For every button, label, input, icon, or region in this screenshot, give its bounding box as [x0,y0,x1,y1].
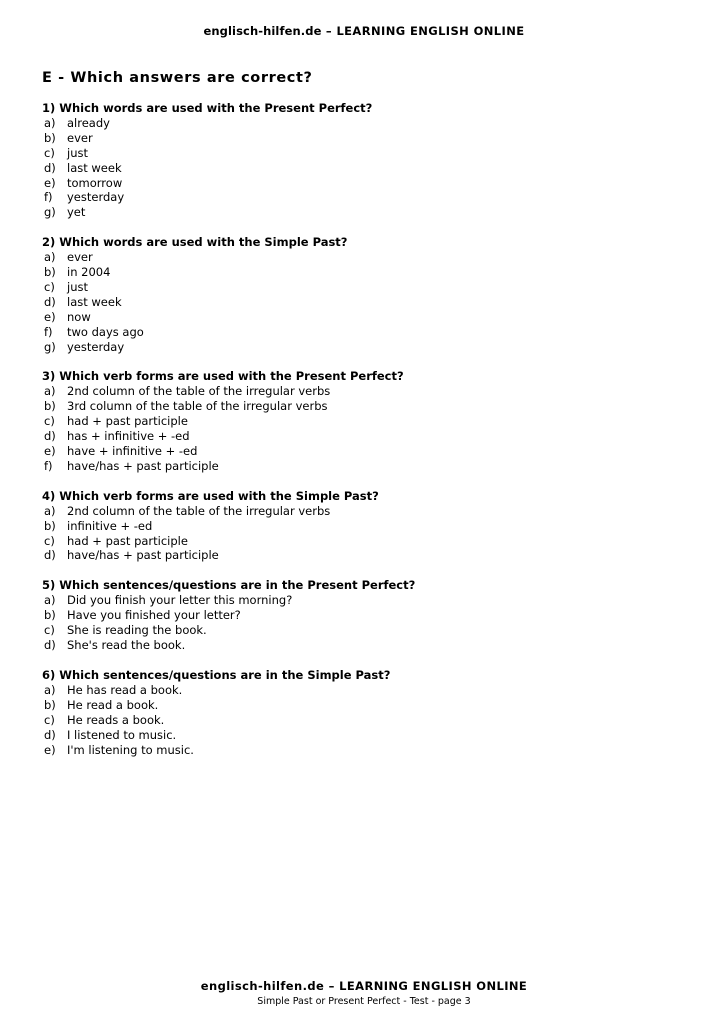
option-text: Did you finish your letter this morning? [67,593,293,608]
question-text: 4) Which verb forms are used with the Simple Past? [42,488,379,503]
header-tagline: LEARNING ENGLISH ONLINE [336,24,525,38]
answer-option[interactable] [42,116,682,131]
answer-option[interactable] [42,698,682,713]
option-text: yesterday [67,190,125,205]
option-label: d) [44,429,56,444]
header-dash: – [321,24,337,38]
answer-option[interactable] [42,683,682,698]
answer-option[interactable] [42,593,682,608]
option-text: in 2004 [67,265,111,280]
option-label: b) [44,518,56,533]
question-block-4 [42,489,682,564]
option-text: just [67,145,88,160]
answer-option[interactable] [42,146,682,161]
option-label: g) [44,205,56,220]
answer-option[interactable] [42,384,682,399]
answer-option[interactable] [42,743,682,758]
option-text: I'm listening to music. [67,742,194,757]
option-label: b) [44,130,56,145]
option-label: d) [44,294,56,309]
option-label: c) [44,533,55,548]
question-text: 3) Which verb forms are used with the Present Perfect? [42,369,404,384]
option-label: e) [44,742,56,757]
option-text: yet [67,205,86,220]
option-text: have/has + past participle [67,548,219,563]
answer-option[interactable] [42,295,682,310]
question-block-2 [42,235,682,354]
option-text: 3rd column of the table of the irregular verbs [67,399,328,414]
option-text: had + past participle [67,414,188,429]
question-block-6 [42,668,682,757]
option-label: a) [44,384,56,399]
option-label: f) [44,324,53,339]
option-text: 2nd column of the table of the irregular verbs [67,503,331,518]
answer-option[interactable] [42,340,682,355]
option-label: c) [44,414,55,429]
option-label: a) [44,682,56,697]
option-label: e) [44,175,56,190]
answer-option[interactable] [42,728,682,743]
footer-site: englisch-hilfen.de [200,979,325,993]
option-label: b) [44,265,56,280]
option-text: have/has + past participle [67,458,219,473]
option-text: now [67,309,91,324]
option-label: f) [44,458,53,473]
answer-option[interactable] [42,459,682,474]
answer-option[interactable] [42,713,682,728]
option-label: g) [44,339,56,354]
option-label: c) [44,280,55,295]
option-text: already [67,116,110,130]
question-text: 1) Which words are used with the Present Perfect? [42,101,373,115]
answer-option[interactable] [42,608,682,623]
answer-option[interactable] [42,638,682,653]
option-text: She's read the book. [67,638,186,653]
answer-option[interactable] [42,504,682,519]
option-text: yesterday [67,339,125,354]
option-text: Have you finished your letter? [67,608,241,623]
answer-option[interactable] [42,325,682,340]
page-footer [0,978,728,1008]
footer-tagline: LEARNING ENGLISH ONLINE [339,979,528,993]
option-label: d) [44,160,56,175]
option-text: last week [67,294,122,309]
option-label: c) [44,712,55,727]
footer-dash: – [324,979,340,993]
option-text: tomorrow [67,175,123,190]
answer-option[interactable] [42,176,682,191]
option-label: a) [44,250,56,265]
option-label: a) [44,116,56,130]
answer-option[interactable] [42,310,682,325]
answer-option[interactable] [42,250,682,265]
option-text: have + infinitive + -ed [67,444,198,459]
option-label: b) [44,608,56,623]
option-text: had + past participle [67,533,188,548]
answer-option[interactable] [42,429,682,444]
answer-option[interactable] [42,519,682,534]
option-text: He read a book. [67,697,159,712]
option-label: c) [44,145,55,160]
option-label: d) [44,638,56,653]
option-text: has + infinitive + -ed [67,429,190,444]
answer-option[interactable] [42,131,682,146]
answer-option[interactable] [42,205,682,220]
option-label: a) [44,503,56,518]
answer-option[interactable] [42,623,682,638]
option-text: He has read a book. [67,682,183,697]
option-label: c) [44,623,55,638]
answer-option[interactable] [42,548,682,563]
option-label: b) [44,399,56,414]
option-label: b) [44,697,56,712]
section-title: E - Which answers are correct? [42,70,313,86]
option-text: ever [67,130,93,145]
question-text: 5) Which sentences/questions are in the Present Perfect? [42,578,416,593]
option-label: d) [44,727,56,742]
question-list [42,101,682,772]
option-text: just [67,280,88,295]
question-text: 2) Which words are used with the Simple Past? [42,235,348,250]
option-text: infinitive + -ed [67,518,153,533]
footer-title [0,978,728,994]
option-text: ever [67,250,93,265]
option-label: e) [44,444,56,459]
option-label: f) [44,190,53,205]
option-text: She is reading the book. [67,623,207,638]
answer-option[interactable] [42,444,682,459]
answer-option[interactable] [42,414,682,429]
option-text: two days ago [67,324,144,339]
question-block-5 [42,578,682,653]
option-label: a) [44,593,56,608]
header-site: englisch-hilfen.de [203,24,322,38]
footer-page-info: Simple Past or Present Perfect - Test - page 3 [257,996,471,1007]
answer-option[interactable] [42,265,682,280]
answer-option[interactable] [42,161,682,176]
answer-option[interactable] [42,190,682,205]
option-text: I listened to music. [67,727,177,742]
page-header [0,24,728,38]
question-block-3 [42,369,682,473]
option-label: e) [44,309,56,324]
question-block-1 [42,101,682,220]
option-text: He reads a book. [67,712,165,727]
option-text: last week [67,160,122,175]
option-label: d) [44,548,56,563]
answer-option[interactable] [42,534,682,549]
option-text: 2nd column of the table of the irregular verbs [67,384,331,399]
answer-option[interactable] [42,280,682,295]
answer-option[interactable] [42,399,682,414]
question-text: 6) Which sentences/questions are in the Simple Past? [42,667,391,682]
